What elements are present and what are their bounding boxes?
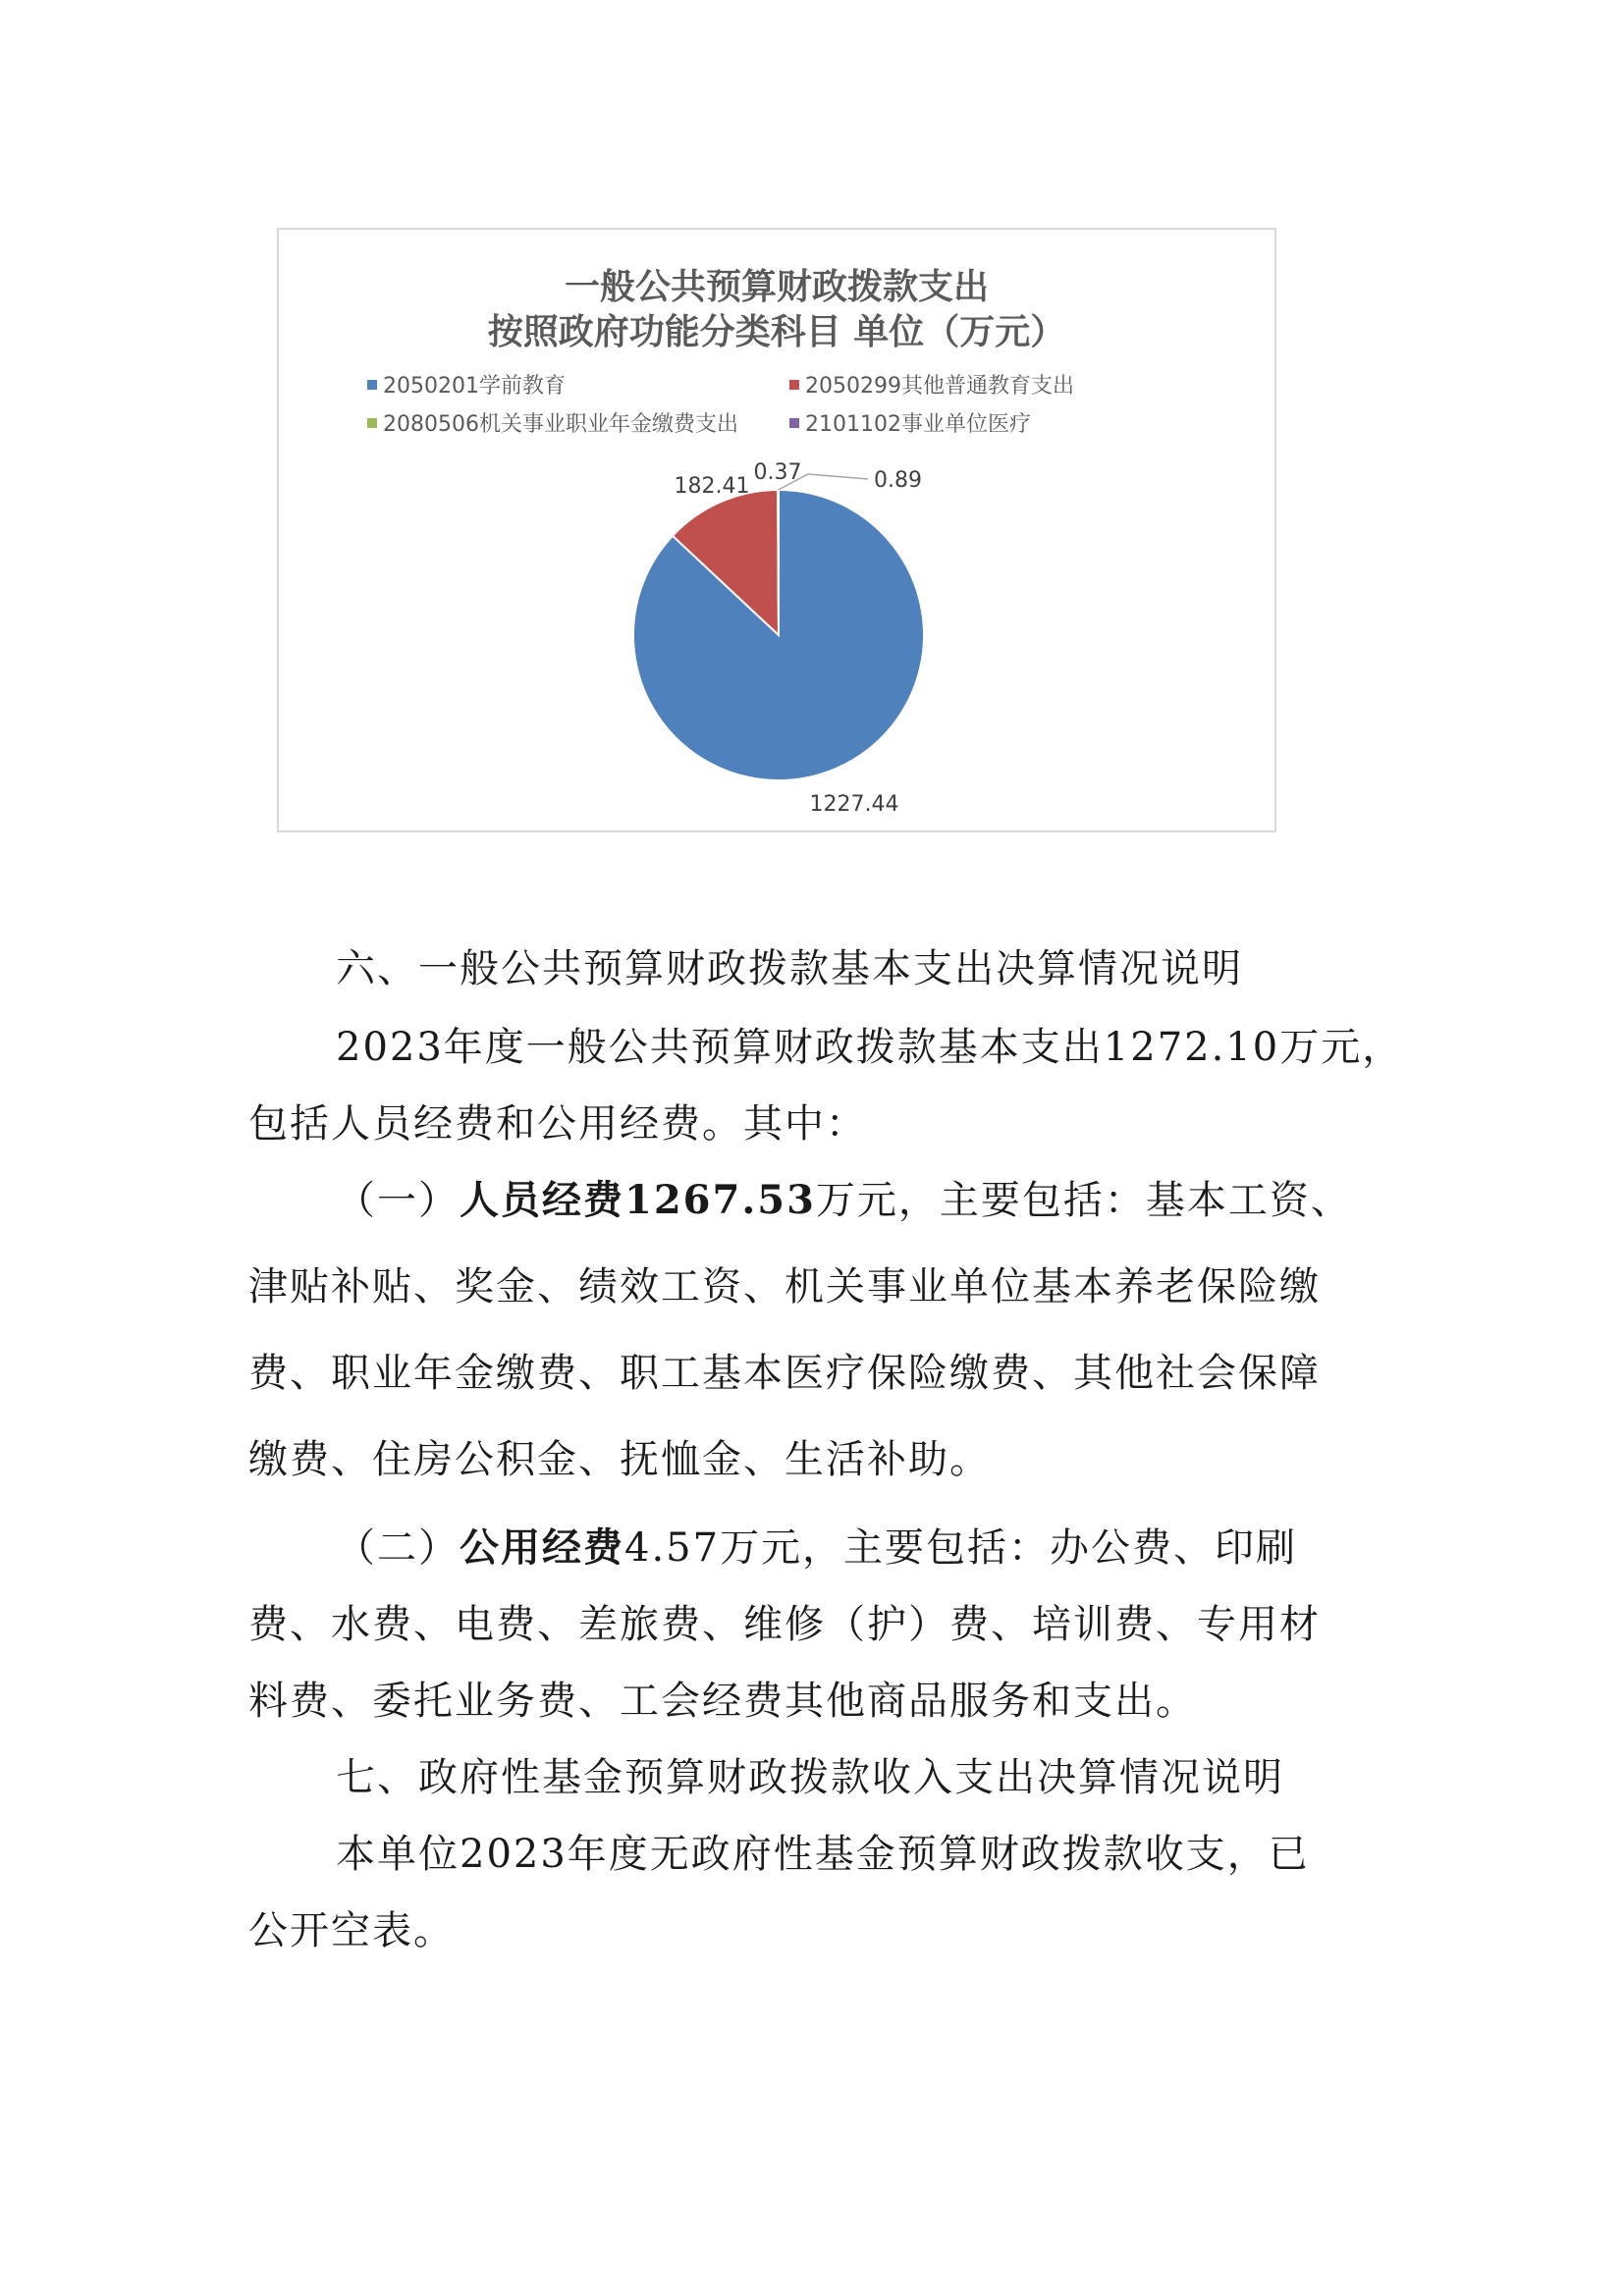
item1-rest: 万元，主要包括：基本工资、 [815,1178,1352,1223]
item2-line1 [336,1517,1297,1573]
pie-plot [279,230,1274,830]
item2-prefix: （二） [336,1525,460,1571]
section6-paragraph-line2: 包括人员经费和公用经费。其中： [248,1101,867,1147]
item1-line4: 缴费、住房公积金、抚恤金、生活补助。 [248,1437,991,1482]
pie-data-label-1: 182.41 [674,474,750,499]
pie-slice-3 [778,490,779,635]
section7-paragraph-line2: 公开空表。 [248,1908,455,1953]
item2-rest: 4.57万元，主要包括：办公费、印刷 [624,1525,1298,1571]
chart-title: 一般公共预算财政拨款支出 [564,266,989,307]
section7-paragraph-line1: 本单位2023年度无政府性基金预算财政拨款收支，已 [336,1832,1310,1877]
pie-data-label-3: 0.89 [874,468,922,493]
legend-label-2: 2080506机关事业职业年金缴费支出 [383,412,738,437]
item1-line3: 费、职业年金缴费、职工基本医疗保险缴费、其他社会保障 [248,1351,1321,1396]
item1-prefix: （一） [336,1178,460,1223]
item2-line2: 费、水费、电费、差旅费、维修（护）费、培训费、专用材 [248,1602,1321,1647]
legend-label-3: 2101102事业单位医疗 [805,412,1031,437]
legend-label-0: 2050201学前教育 [383,374,566,399]
item1-bold-label: 人员经费1267.53 [460,1177,816,1223]
pie-chart [277,228,1276,832]
pie-data-label-2: 0.37 [753,460,802,485]
item2-bold-label: 公用经费 [460,1524,624,1571]
legend-label-1: 2050299其他普通教育支出 [805,374,1074,399]
item1-line1 [336,1169,1352,1225]
chart-subtitle: 按照政府功能分类科目 单位（万元） [487,311,1066,352]
section7-heading: 七、政府性基金预算财政拨款收入支出决算情况说明 [336,1755,1284,1800]
item1-line2: 津贴补贴、奖金、绩效工资、机关事业单位基本养老保险缴 [248,1264,1321,1309]
item2-line3: 料费、委托业务费、工会经费其他商品服务和支出。 [248,1679,1197,1724]
section6-paragraph-line1: 2023年度一般公共预算财政拨款基本支出1272.10万元， [336,1025,1404,1070]
pie-data-label-0: 1227.44 [809,792,899,817]
section6-heading: 六、一般公共预算财政拨款基本支出决算情况说明 [336,946,1243,991]
